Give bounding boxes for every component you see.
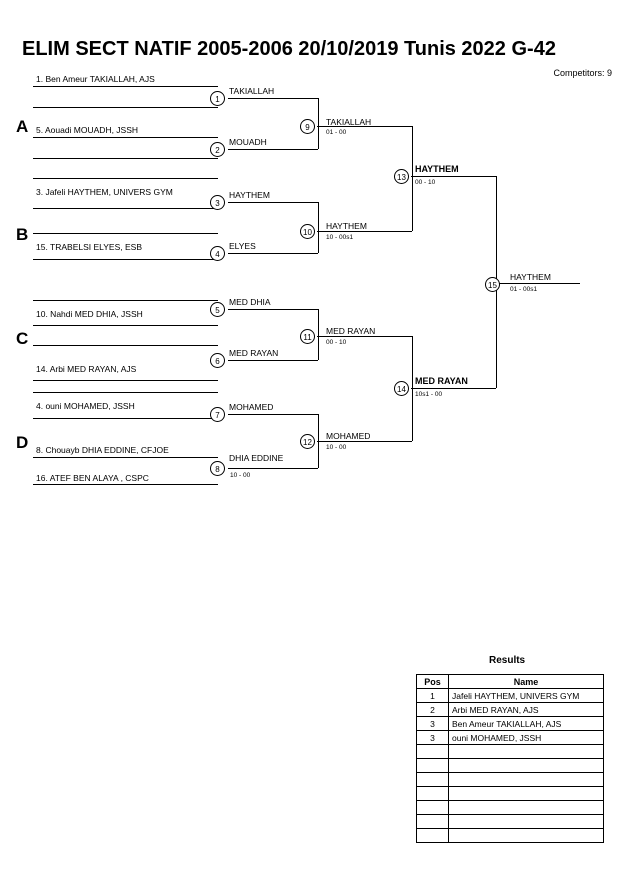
match-node-7[interactable]: 7 xyxy=(210,407,225,422)
entrant-name-1: 1. Ben Ameur TAKIALLAH, AJS xyxy=(36,74,155,84)
out-line-9 xyxy=(317,126,412,127)
match-node-13[interactable]: 13 xyxy=(394,169,409,184)
entrant-name-14: 14. Arbi MED RAYAN, AJS xyxy=(36,364,137,374)
result-pos: 2 xyxy=(417,703,449,717)
table-row xyxy=(417,787,604,801)
match-node-15[interactable]: 15 xyxy=(485,277,500,292)
match-winner-11: MED RAYAN xyxy=(326,326,376,336)
result-pos: 3 xyxy=(417,731,449,745)
match-winner-7: MOHAMED xyxy=(229,402,274,412)
result-name xyxy=(449,801,604,815)
feed-line-4a xyxy=(33,233,218,234)
results-header-row xyxy=(417,675,604,689)
result-pos xyxy=(417,759,449,773)
entrant-name-10: 10. Nahdi MED DHIA, JSSH xyxy=(36,309,143,319)
results-title: Results xyxy=(489,655,526,666)
match-winner-14: MED RAYAN xyxy=(415,376,468,386)
table-row xyxy=(417,689,604,703)
join-line-11 xyxy=(318,309,319,360)
feed-line-2b xyxy=(33,158,218,159)
result-pos xyxy=(417,801,449,815)
out-line-11 xyxy=(317,336,412,337)
feed-line-3b xyxy=(33,208,218,209)
table-row xyxy=(417,815,604,829)
result-name: Jafeli HAYTHEM, UNIVERS GYM xyxy=(449,689,604,703)
match-winner-2: MOUADH xyxy=(229,137,267,147)
feed-line-7b xyxy=(33,418,218,419)
feed-line-5a xyxy=(33,300,218,301)
feed-line-8a xyxy=(33,457,218,458)
result-pos xyxy=(417,829,449,843)
result-name xyxy=(449,745,604,759)
out-line-7 xyxy=(228,414,318,415)
feed-line-1a xyxy=(33,86,218,87)
table-row xyxy=(417,801,604,815)
group-label-c: C xyxy=(16,329,29,348)
result-name: Ben Ameur TAKIALLAH, AJS xyxy=(449,717,604,731)
result-pos: 1 xyxy=(417,689,449,703)
result-name: Arbi MED RAYAN, AJS xyxy=(449,703,604,717)
feed-line-5b xyxy=(33,325,218,326)
join-line-13 xyxy=(412,126,413,231)
match-winner-4: ELYES xyxy=(229,241,256,251)
match-score-10: 10 - 00s1 xyxy=(326,234,354,241)
match-node-12[interactable]: 12 xyxy=(300,434,315,449)
out-line-2 xyxy=(228,149,318,150)
match-node-2[interactable]: 2 xyxy=(210,142,225,157)
out-line-10 xyxy=(317,231,412,232)
result-name xyxy=(449,829,604,843)
table-row xyxy=(417,703,604,717)
feed-line-6b xyxy=(33,380,218,381)
result-pos xyxy=(417,815,449,829)
match-score-8: 10 - 00 xyxy=(230,472,251,479)
result-name xyxy=(449,759,604,773)
group-label-d: D xyxy=(16,433,29,452)
match-node-11[interactable]: 11 xyxy=(300,329,315,344)
match-node-6[interactable]: 6 xyxy=(210,353,225,368)
table-row xyxy=(417,731,604,745)
result-name xyxy=(449,773,604,787)
out-line-6 xyxy=(228,360,318,361)
match-winner-6: MED RAYAN xyxy=(229,348,279,358)
match-score-15: 01 - 00s1 xyxy=(510,286,538,293)
result-pos: 3 xyxy=(417,717,449,731)
results-col-pos: Pos xyxy=(417,675,449,689)
entrant-name-16: 16. ATEF BEN ALAYA , CSPC xyxy=(36,473,149,483)
competitors-count: Competitors: 9 xyxy=(553,68,612,78)
match-winner-15: HAYTHEM xyxy=(510,272,551,282)
out-line-8 xyxy=(228,468,318,469)
match-node-1[interactable]: 1 xyxy=(210,91,225,106)
match-node-10[interactable]: 10 xyxy=(300,224,315,239)
match-node-9[interactable]: 9 xyxy=(300,119,315,134)
match-score-12: 10 - 00 xyxy=(326,444,347,451)
feed-line-4b xyxy=(33,259,218,260)
results-col-name: Name xyxy=(449,675,604,689)
entrant-name-4: 4. ouni MOHAMED, JSSH xyxy=(36,401,135,411)
out-line-14 xyxy=(411,388,496,389)
result-name xyxy=(449,815,604,829)
out-line-3 xyxy=(228,202,318,203)
match-score-11: 00 - 10 xyxy=(326,339,347,346)
result-pos xyxy=(417,787,449,801)
match-node-3[interactable]: 3 xyxy=(210,195,225,210)
table-row xyxy=(417,745,604,759)
result-name: ouni MOHAMED, JSSH xyxy=(449,731,604,745)
group-label-a: A xyxy=(16,117,29,136)
out-line-15 xyxy=(495,283,580,284)
join-line-9 xyxy=(318,98,319,149)
match-node-8[interactable]: 8 xyxy=(210,461,225,476)
group-label-b: B xyxy=(16,225,29,244)
match-winner-1: TAKIALLAH xyxy=(229,86,275,96)
match-winner-8: DHIA EDDINE xyxy=(229,453,284,463)
out-line-12 xyxy=(317,441,412,442)
join-line-10 xyxy=(318,202,319,253)
entrant-name-15: 15. TRABELSI ELYES, ESB xyxy=(36,242,142,252)
out-line-4 xyxy=(228,253,318,254)
match-score-14: 10s1 - 00 xyxy=(415,391,443,398)
entrant-name-8: 8. Chouayb DHIA EDDINE, CFJOE xyxy=(36,445,169,455)
table-row xyxy=(417,773,604,787)
table-row xyxy=(417,759,604,773)
match-winner-13: HAYTHEM xyxy=(415,164,459,174)
entrant-name-3: 3. Jafeli HAYTHEM, UNIVERS GYM xyxy=(36,187,173,197)
match-winner-3: HAYTHEM xyxy=(229,190,270,200)
match-winner-9: TAKIALLAH xyxy=(326,117,372,127)
out-line-5 xyxy=(228,309,318,310)
result-pos xyxy=(417,745,449,759)
match-node-5[interactable]: 5 xyxy=(210,302,225,317)
result-pos xyxy=(417,773,449,787)
result-name xyxy=(449,787,604,801)
feed-line-3a xyxy=(33,178,218,179)
out-line-13 xyxy=(411,176,496,177)
match-node-14[interactable]: 14 xyxy=(394,381,409,396)
table-row xyxy=(417,717,604,731)
match-winner-12: MOHAMED xyxy=(326,431,371,441)
page-title: ELIM SECT NATIF 2005-2006 20/10/2019 Tunis 2022 G-42 xyxy=(22,38,556,60)
entrant-name-5: 5. Aouadi MOUADH, JSSH xyxy=(36,125,139,135)
table-row xyxy=(417,829,604,843)
out-line-1 xyxy=(228,98,318,99)
match-winner-10: HAYTHEM xyxy=(326,221,367,231)
feed-line-1b xyxy=(33,107,218,108)
match-node-4[interactable]: 4 xyxy=(210,246,225,261)
match-winner-5: MED DHIA xyxy=(229,297,271,307)
match-score-13: 00 - 10 xyxy=(415,179,436,186)
match-score-9: 01 - 00 xyxy=(326,129,347,136)
feed-line-2a xyxy=(33,137,218,138)
results-table xyxy=(416,674,604,843)
feed-line-6a xyxy=(33,345,218,346)
feed-line-8b xyxy=(33,484,218,485)
feed-line-7a xyxy=(33,392,218,393)
